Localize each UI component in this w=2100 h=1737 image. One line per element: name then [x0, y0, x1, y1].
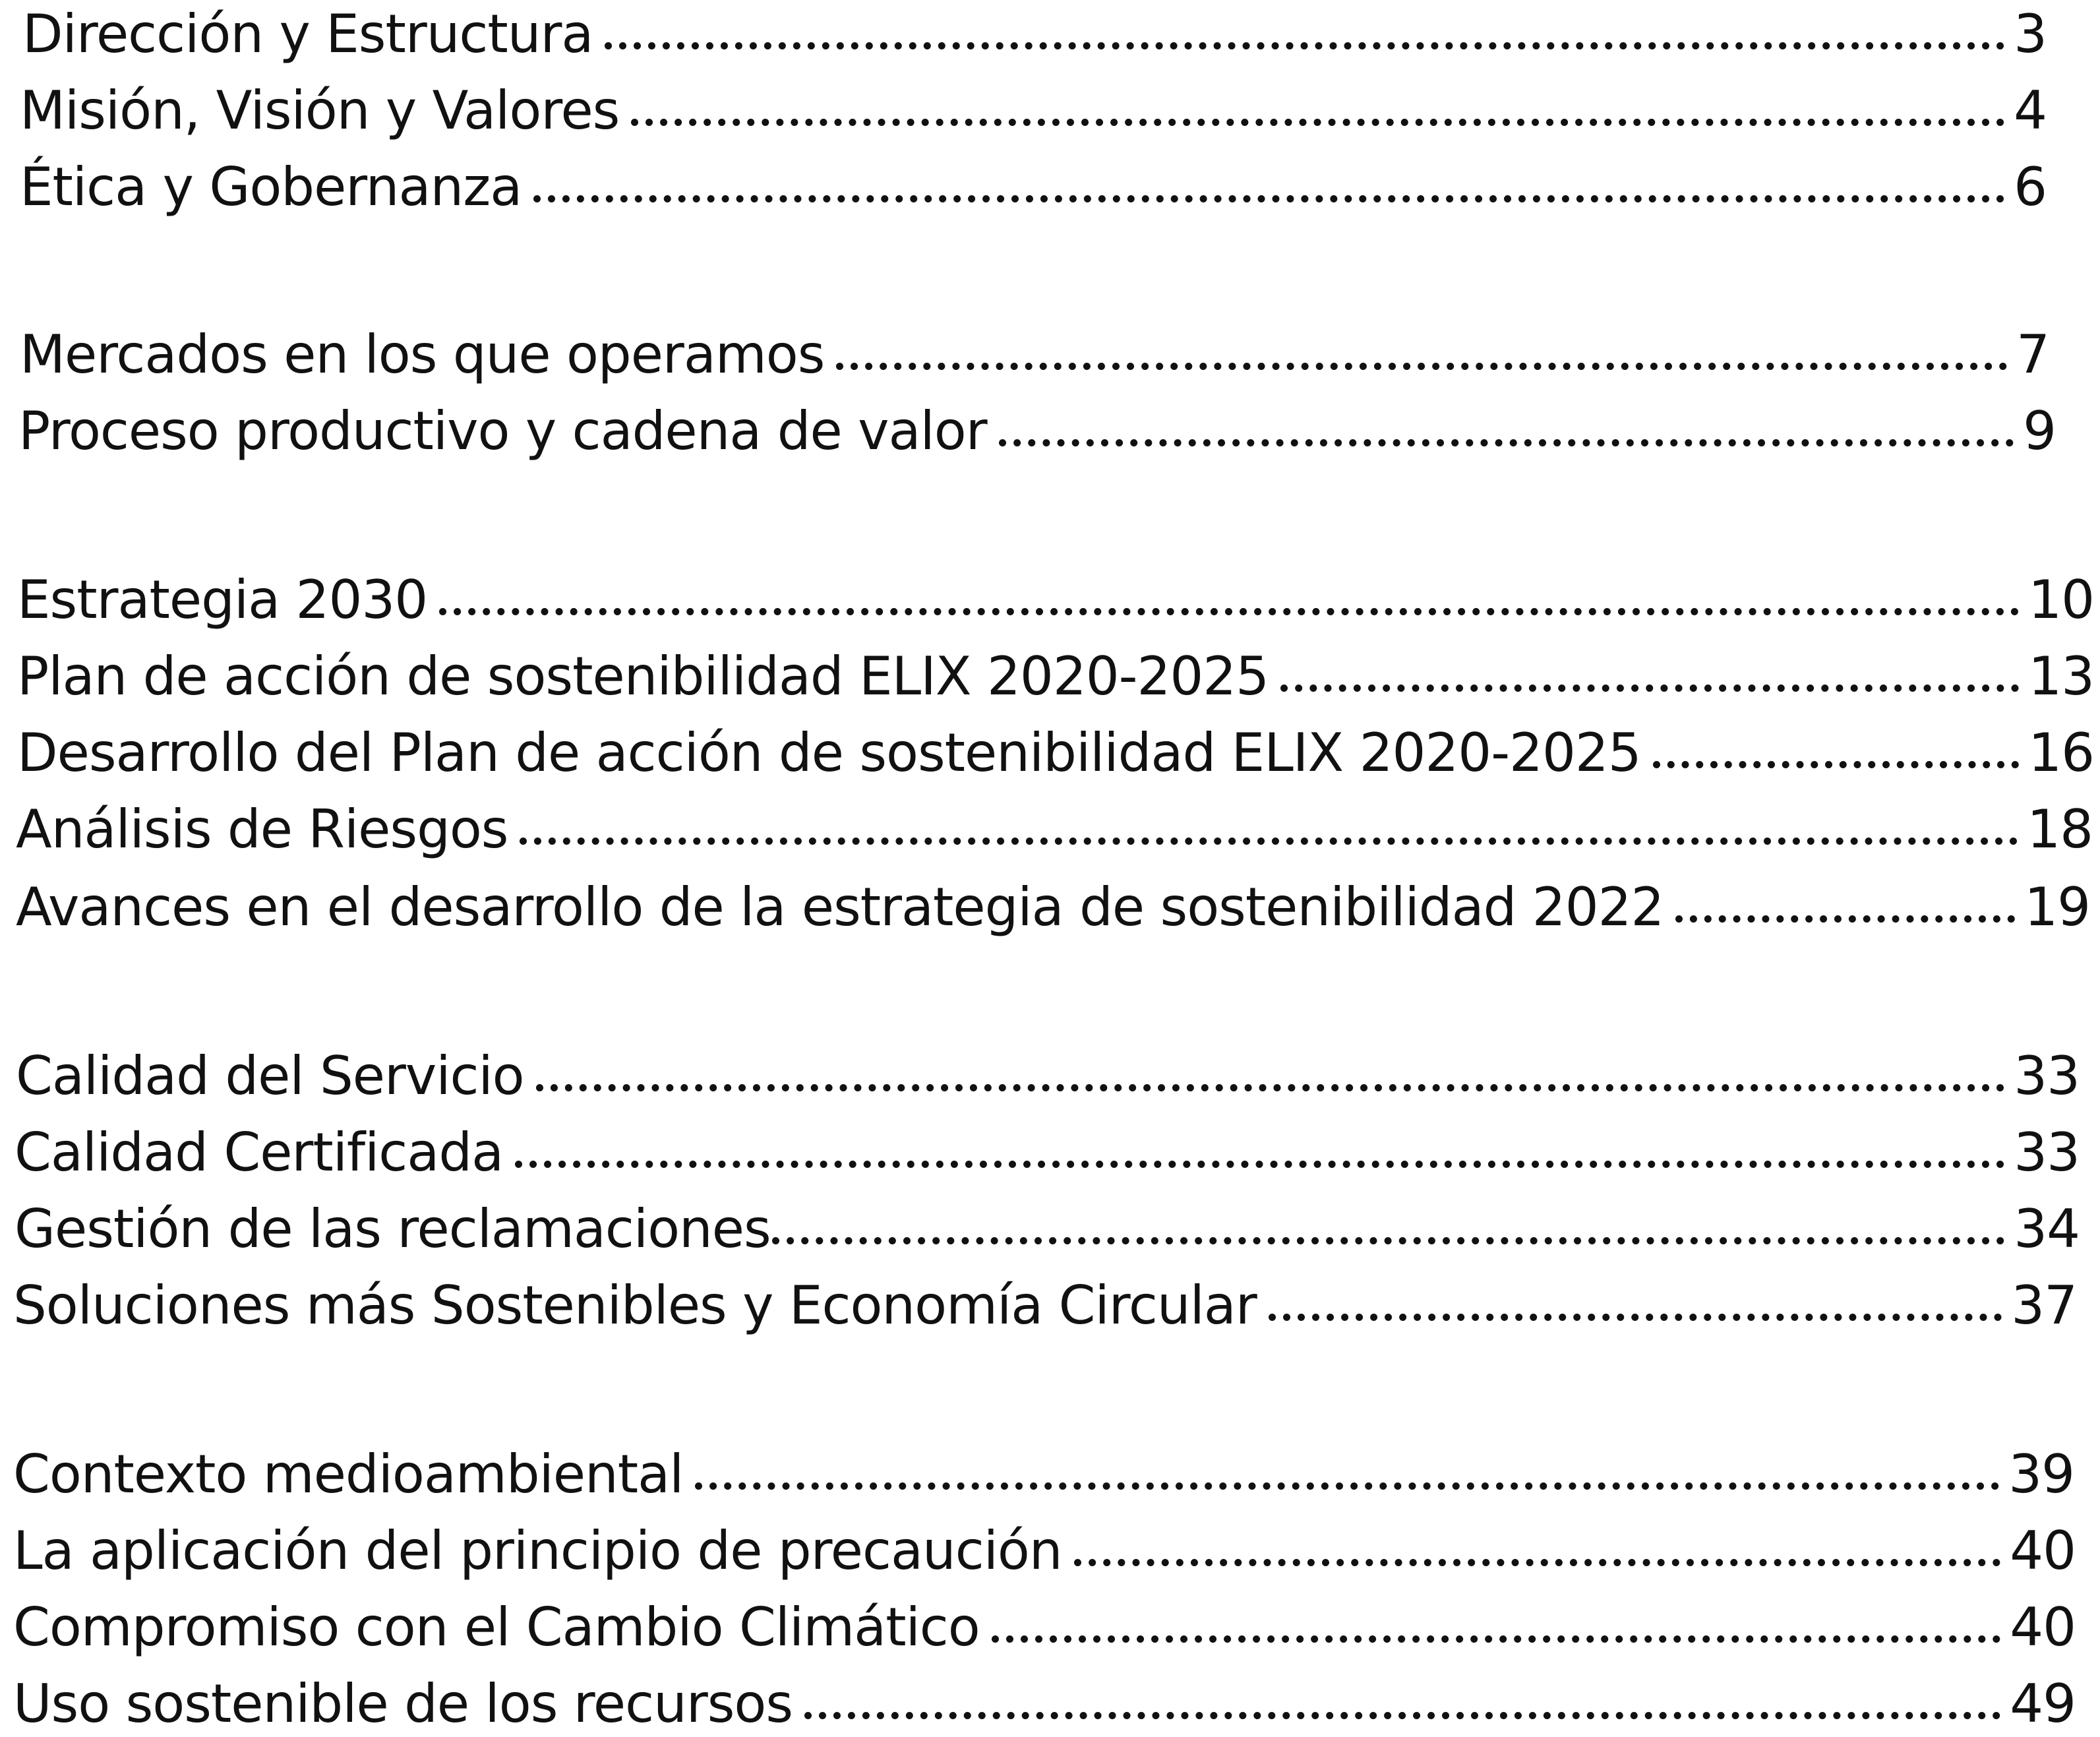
toc-entry-page: 40: [2010, 1597, 2076, 1658]
toc-entry-title: Proceso productivo y cadena de valor: [18, 400, 987, 462]
toc-entry-title: Uso sostenible de los recursos: [13, 1673, 793, 1734]
toc-entry-analisis-de-riesgos: [16, 797, 2093, 863]
dot-leader: [536, 1084, 2005, 1091]
toc-entry-title: Desarrollo del Plan de acción de sostenibilidad ELIX 2020-2025: [17, 722, 1641, 783]
toc-entry-gestion-reclamaciones: [15, 1196, 2080, 1262]
toc-entry-contexto-medioambiental: [13, 1442, 2074, 1508]
toc-entry-title: Soluciones más Sostenibles y Economía Circular: [13, 1275, 1257, 1336]
toc-entry-page: 10: [2028, 569, 2094, 630]
dot-leader: [605, 42, 2004, 49]
dot-leader: [1675, 915, 2015, 923]
toc-entry-page: 6: [2014, 156, 2047, 218]
toc-entry-calidad-del-servicio: [16, 1043, 2080, 1109]
dot-leader: [836, 363, 2007, 370]
toc-entry-soluciones-sostenibles: [13, 1273, 2077, 1339]
dot-leader: [1653, 761, 2020, 768]
toc-entry-title: Análisis de Riesgos: [16, 799, 508, 860]
toc-entry-calidad-certificada: [15, 1120, 2080, 1186]
dot-leader: [1269, 1314, 2002, 1321]
dot-leader: [533, 195, 2004, 202]
toc-entry-uso-sostenible-recursos: [13, 1671, 2076, 1737]
dot-leader: [631, 119, 2004, 126]
dot-leader: [804, 1712, 2000, 1719]
toc-entry-estrategia-2030: [17, 567, 2094, 633]
toc-entry-direccion-y-estructura: [22, 1, 2047, 67]
dot-leader: [695, 1482, 1999, 1490]
dot-leader: [999, 439, 2014, 446]
toc-entry-title: Avances en el desarrollo de la estrategia de sostenibilidad 2022: [16, 876, 1664, 938]
toc-entry-page: 19: [2024, 876, 2090, 938]
toc-entry-title: Misión, Visión y Valores: [20, 80, 620, 141]
toc-entry-principio-precaucion: [13, 1518, 2076, 1584]
dot-leader: [772, 1237, 2005, 1244]
dot-leader: [1074, 1559, 2001, 1566]
dot-leader: [520, 838, 2018, 845]
toc-entry-proceso-productivo: [18, 398, 2056, 464]
toc-entry-mision-vision-valores: [20, 78, 2047, 144]
toc-entry-page: 39: [2008, 1444, 2074, 1505]
toc-entry-page: 37: [2011, 1275, 2077, 1336]
toc-entry-page: 4: [2014, 80, 2047, 141]
dot-leader: [992, 1635, 2000, 1643]
toc-entry-page: 33: [2014, 1122, 2080, 1183]
toc-entry-title: Gestión de las reclamaciones: [15, 1198, 771, 1260]
toc-entry-desarrollo-plan-elix: [17, 720, 2094, 786]
toc-entry-avances-estrategia-2022: [16, 874, 2090, 940]
toc-entry-page: 49: [2010, 1673, 2076, 1734]
toc-entry-page: 18: [2027, 799, 2093, 860]
toc-entry-title: Dirección y Estructura: [22, 3, 593, 65]
dot-leader: [1280, 685, 2019, 692]
toc-entry-page: 40: [2010, 1520, 2076, 1581]
toc-entry-etica-y-gobernanza: [20, 154, 2047, 220]
toc-entry-title: Compromiso con el Cambio Climático: [13, 1597, 980, 1658]
toc-entry-page: 9: [2023, 400, 2056, 462]
toc-entry-title: Calidad Certificada: [15, 1122, 504, 1183]
toc-entry-page: 16: [2028, 722, 2094, 783]
toc-entry-title: Estrategia 2030: [17, 569, 428, 630]
toc-entry-title: Plan de acción de sostenibilidad ELIX 2020-2025: [17, 646, 1269, 707]
toc-entry-title: Calidad del Servicio: [16, 1045, 524, 1107]
toc-entry-title: Mercados en los que operamos: [20, 324, 825, 385]
dot-leader: [439, 608, 2019, 615]
toc-entry-page: 13: [2028, 646, 2094, 707]
toc-entry-page: 34: [2014, 1198, 2080, 1260]
toc-entry-page: 3: [2014, 3, 2047, 65]
toc-entry-cambio-climatico: [13, 1595, 2076, 1661]
toc-entry-page: 7: [2016, 324, 2049, 385]
toc-entry-mercados: [20, 322, 2049, 388]
toc-entry-title: Contexto medioambiental: [13, 1444, 684, 1505]
dot-leader: [515, 1161, 2004, 1168]
toc-entry-title: Ética y Gobernanza: [20, 156, 522, 218]
toc-entry-plan-de-accion-elix: [17, 644, 2094, 710]
toc-entry-page: 33: [2014, 1045, 2080, 1107]
toc-entry-title: La aplicación del principio de precaución: [13, 1520, 1062, 1581]
